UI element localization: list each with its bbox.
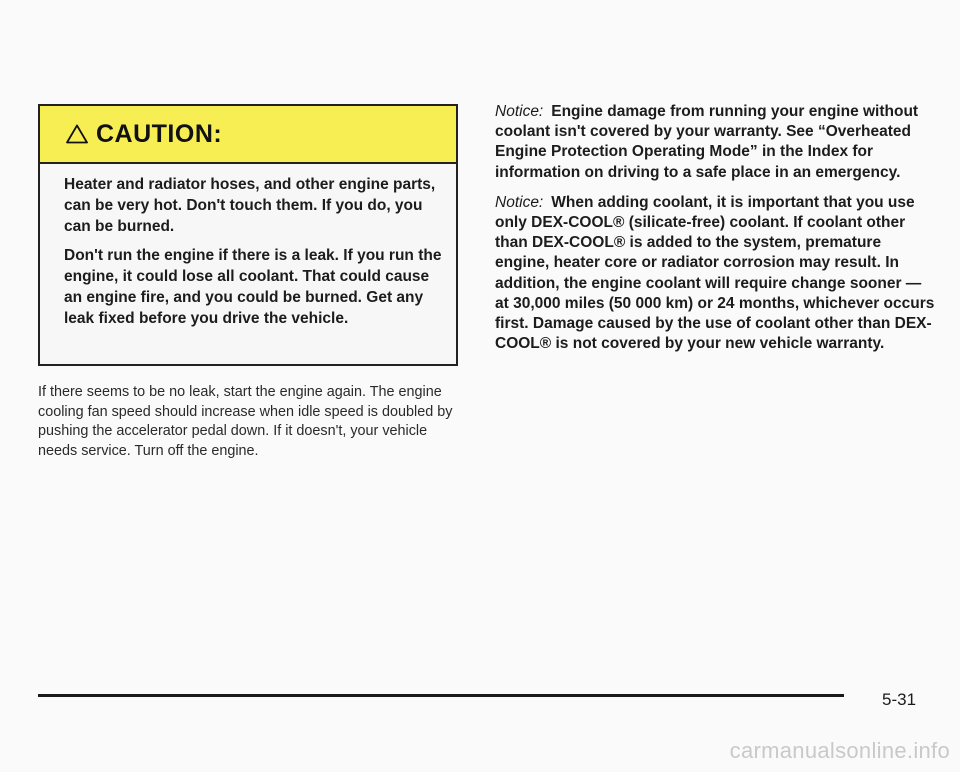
body-paragraph: If there seems to be no leak, start the engine again. The engine cooling fan speed should increase when idle speed is doubled by pushing the accelerator pedal down. If it doesn't, your vehicle needs service. Turn off the engine. [38, 384, 453, 459]
page-number: 5-31 [882, 690, 917, 709]
watermark: carmanualsonline.info [729, 738, 950, 763]
footer-rule [38, 694, 844, 697]
caution-box [38, 104, 458, 366]
caution-paragraph: Don't run the engine if there is a leak. If you run the engine, it could lose all coolant. That could cause an engine fire, and you could be burned. Get any leak fixed before you drive the vehicle. [64, 247, 442, 327]
caution-title: CAUTION: [96, 119, 223, 148]
notice-text: Engine damage from running your engine without coolant isn't covered by your warranty. See “Overheated Engine Protection Operating Mode” in the Index for information on driving to a safe place in an emergency. [495, 103, 919, 181]
warning-triangle-icon [66, 124, 88, 144]
notice-label: Notice: [495, 193, 544, 211]
caution-header [40, 106, 456, 164]
caution-body [40, 164, 456, 329]
notice-column [495, 102, 935, 364]
notice-paragraph [495, 193, 935, 355]
notice-label: Notice: [495, 103, 544, 120]
caution-paragraph: Heater and radiator hoses, and other engine parts, can be very hot. Don't touch them. If you do, you can be burned. [64, 176, 436, 235]
notice-text: When adding coolant, it is important that you use only DEX-COOL® (silicate-free) coolant. If coolant other than DEX-COOL® is added to the system, premature engine, heater core or radiator corrosion may result. In addition, the engine coolant will require change sooner — at 30,000 miles (50 000 km) or 24 months, whichever occurs first. Damage caused by the use of coolant other than DEX-COOL® is not covered by your new vehicle warranty. [495, 193, 935, 353]
notice-paragraph [495, 102, 935, 183]
